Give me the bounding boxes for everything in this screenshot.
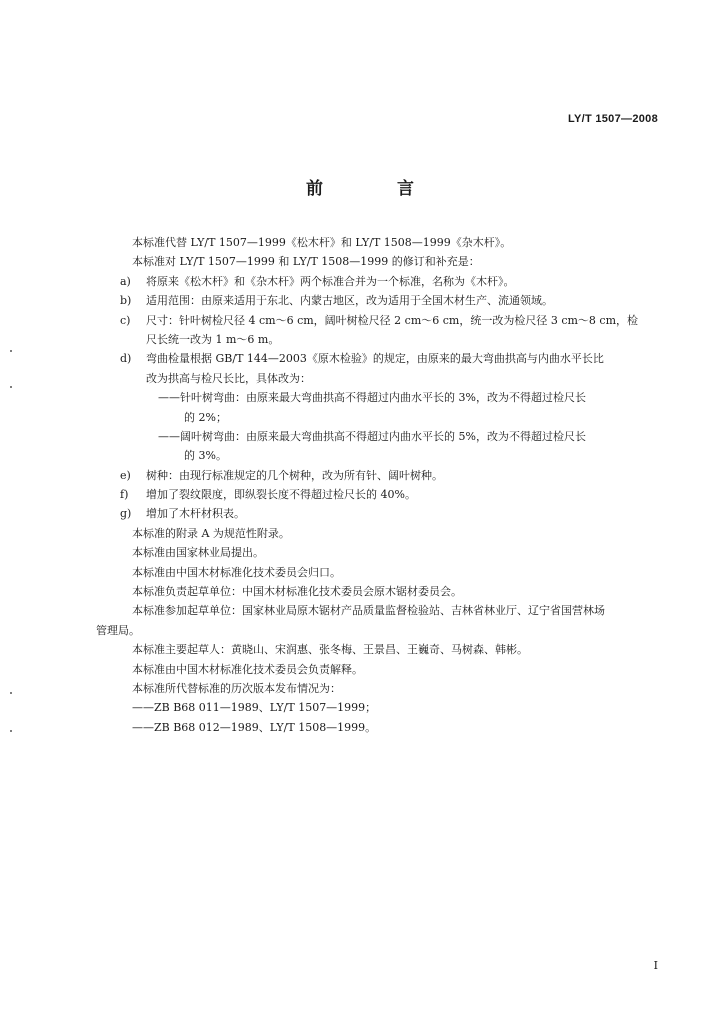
list-item-f <box>108 485 668 504</box>
list-item-text: 弯曲检量根据 GB/T 144—2003《原木检验》的规定，由原来的最大弯曲拱高与内曲水平长比 <box>146 352 604 366</box>
list-item-b <box>108 291 668 310</box>
page-title: 前 言 <box>306 179 448 199</box>
paragraph-drafters: 本标准主要起草人：黄晓山、宋润惠、张冬梅、王景昌、王巍奇、马树森、韩彬。 <box>132 643 528 657</box>
page-number: I <box>653 959 658 972</box>
list-item-text: 增加了裂纹限度，即纵裂长度不得超过检尺长的 40%。 <box>146 488 416 502</box>
scan-mark <box>10 692 12 694</box>
list-item-text: 适用范围：由原来适用于东北、内蒙古地区，改为适用于全国木材生产、流通领域。 <box>146 294 553 308</box>
paragraph-replaces: 本标准代替 LY/T 1507—1999《松木杆》和 LY/T 1508—1999《杂木杆》。 <box>132 236 512 249</box>
list-item-label: g) <box>120 507 132 521</box>
paragraph-proposed-by: 本标准由国家林业局提出。 <box>132 546 264 560</box>
list-item-c <box>108 311 668 330</box>
scan-mark <box>10 730 12 732</box>
dash-item-broadleaf: ——阔叶树弯曲：由原来最大弯曲拱高不得超过内曲水平长的 5%，改为不得超过检尺长 <box>158 429 586 443</box>
scan-mark <box>10 350 12 352</box>
foreword-body <box>96 233 668 737</box>
scan-mark <box>10 386 12 388</box>
list-item-label: d) <box>120 352 132 366</box>
history-item: ——ZB B68 012—1989、LY/T 1508—1999。 <box>132 720 377 734</box>
paragraph-participating-units-continuation: 管理局。 <box>96 623 140 637</box>
dash-item-continuation: 的 2%； <box>184 410 227 424</box>
list-item-text: 增加了木杆材积表。 <box>146 507 245 521</box>
paragraph-history-intro: 本标准所代替标准的历次版本发布情况为： <box>132 681 341 695</box>
dash-item-continuation: 的 3%。 <box>184 449 227 463</box>
list-item-label: e) <box>120 468 131 482</box>
list-item-g <box>108 504 668 523</box>
list-item-label: a) <box>120 274 131 288</box>
paragraph-interpretation: 本标准由中国木材标准化技术委员会负责解释。 <box>132 662 363 676</box>
list-item-d <box>108 349 668 368</box>
list-item-label: c) <box>120 313 131 327</box>
paragraph-appendix: 本标准的附录 A 为规范性附录。 <box>132 526 290 540</box>
list-item-text: 树种：由现行标准规定的几个树种，改为所有针、阔叶树种。 <box>146 468 443 482</box>
list-item-label: f) <box>120 488 129 502</box>
paragraph-participating-units: 本标准参加起草单位：国家林业局原木锯材产品质量监督检验站、吉林省林业厅、辽宁省国营林场 <box>132 604 605 618</box>
paragraph-centralized-by: 本标准由中国木材标准化技术委员会归口。 <box>132 565 341 579</box>
list-item-continuation: 尺长统一改为 1 m～6 m。 <box>146 332 280 346</box>
list-item-continuation: 改为拱高与检尺长比，具体改为： <box>146 371 311 385</box>
history-item: ——ZB B68 011—1989、LY/T 1507—1999； <box>132 701 377 715</box>
standard-code: LY/T 1507—2008 <box>567 113 658 125</box>
list-item-e <box>108 466 668 485</box>
list-item-label: b) <box>120 294 132 308</box>
paragraph-drafting-unit: 本标准负责起草单位：中国木材标准化技术委员会原木锯材委员会。 <box>132 585 462 599</box>
list-item-text: 将原来《松木杆》和《杂木杆》两个标准合并为一个标准，名称为《木杆》。 <box>146 274 515 288</box>
list-item-text: 尺寸：针叶树检尺径 4 cm～6 cm，阔叶树检尺径 2 cm～6 cm，统一改为检尺径 3 cm～8 cm，检 <box>146 313 639 327</box>
list-item-a <box>108 272 668 291</box>
paragraph-revisions-intro: 本标准对 LY/T 1507—1999 和 LY/T 1508—1999 的修订和补充是： <box>132 255 480 269</box>
dash-item-conifer: ——针叶树弯曲：由原来最大弯曲拱高不得超过内曲水平长的 3%，改为不得超过检尺长 <box>158 391 586 405</box>
